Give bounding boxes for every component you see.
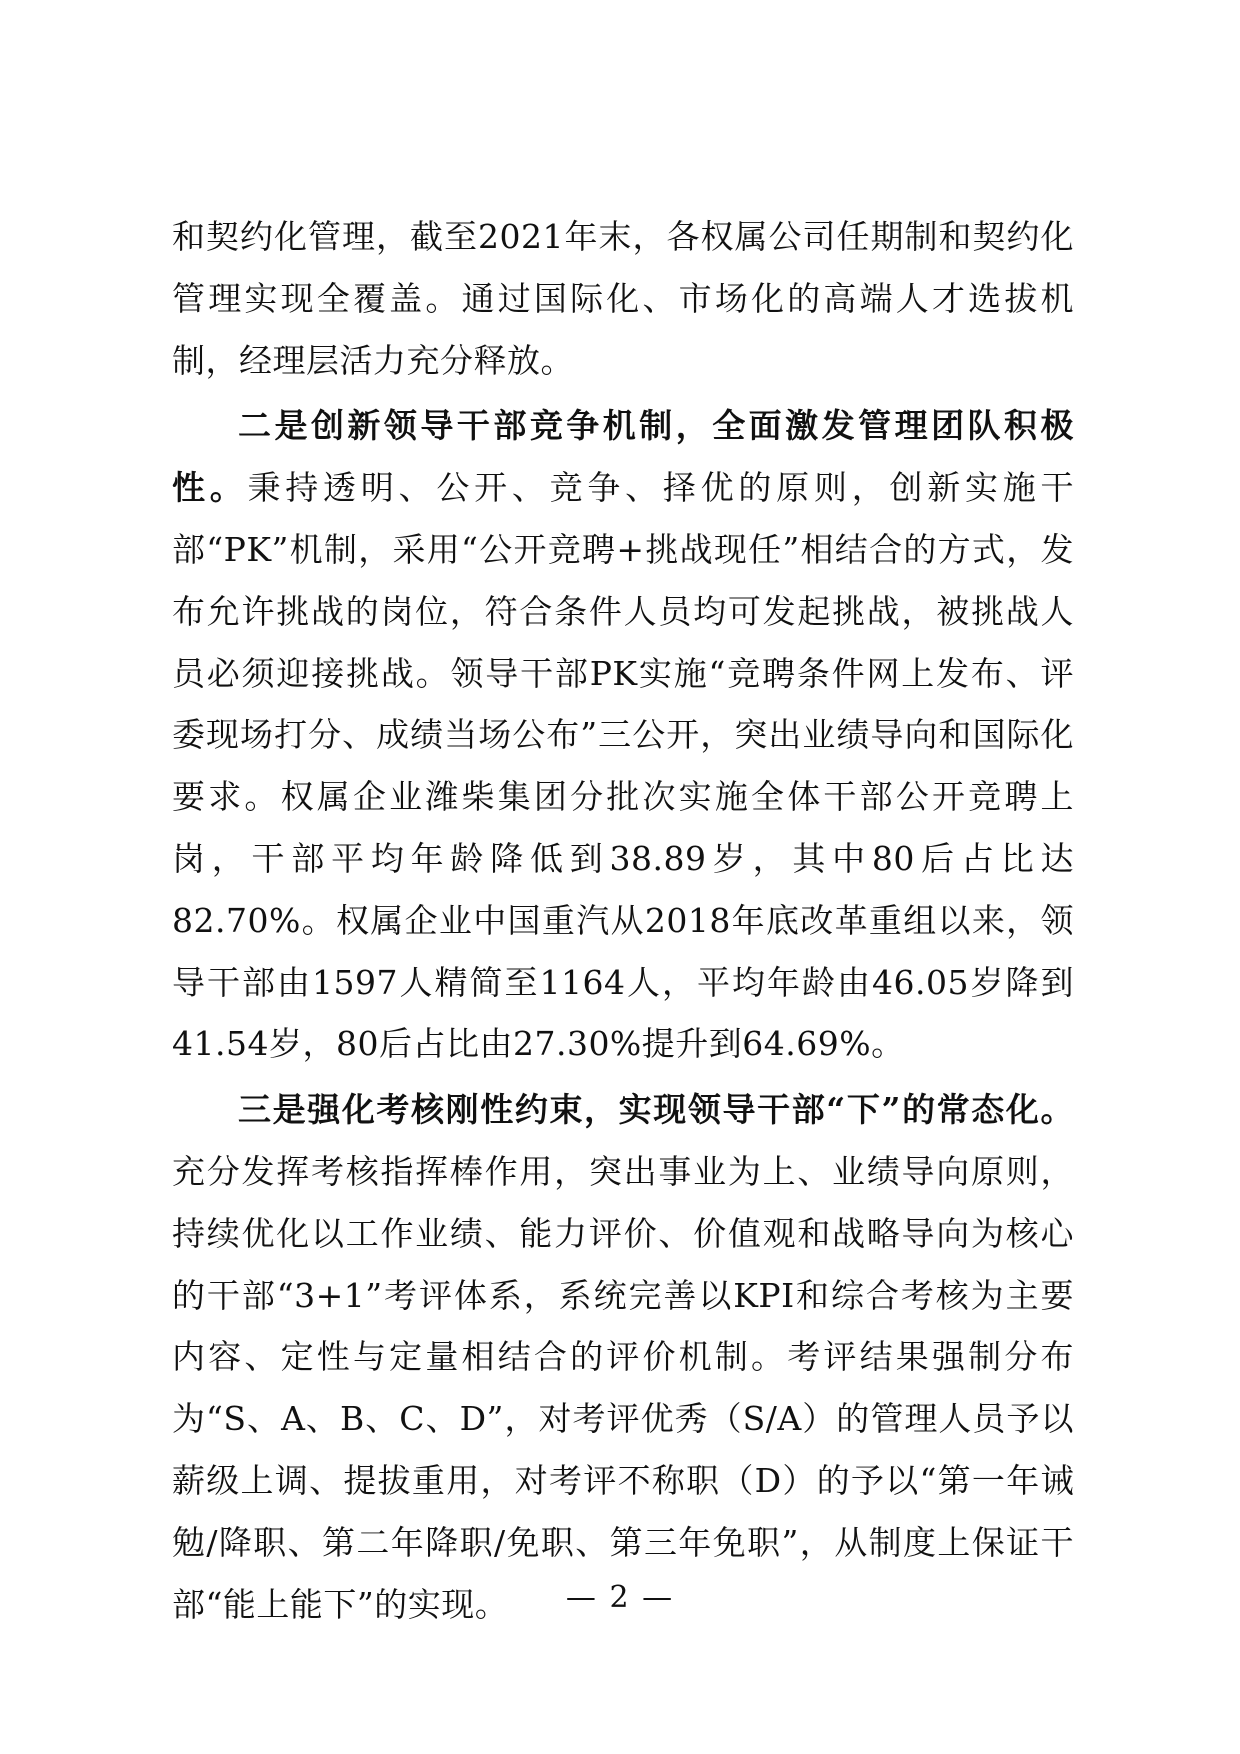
paragraph-1 [172, 206, 1074, 391]
page-number: — 2 — [565, 1580, 675, 1615]
paragraph-1-text: 和契约化管理，截至2021年末，各权属公司任期制和契约化管理实现全覆盖。通过国际化、市场化的高端人才选拔机制，经理层活力充分释放。 [172, 217, 1074, 380]
document-body [172, 206, 1074, 1635]
paragraph-3-heading: 三是强化考核刚性约束，实现领导干部“下”的常态化。 [238, 1090, 1074, 1130]
paragraph-2 [172, 395, 1074, 1075]
paragraph-2-heading: 二是创新领导干部竞争机制，全面激发管理团队积极性。 [172, 406, 1074, 508]
paragraph-2-text: 秉持透明、公开、竞争、择优的原则，创新实施干部“PK”机制，采用“公开竞聘+挑战现任”相结合的方式，发布允许挑战的岗位，符合条件人员均可发起挑战，被挑战人员必须迎接挑战。领导干部PK实施“竞聘条件网上发布、评委现场打分、成绩当场公布”三公开，突出业绩导向和国际化要求。权属企业潍柴集团分批次实施全体干部公开竞聘上岗，干部平均年龄降低到38.89岁，其中80后占比达82.70%。权属企业中国重汽从2018年底改革重组以来，领导干部由1597人精简至1164人，平均年龄由46.05岁降到41.54岁，80后占比由27.30%提升到64.69%。 [172, 468, 1075, 1064]
paragraph-3 [172, 1079, 1074, 1635]
paragraph-3-text: 充分发挥考核指挥棒作用，突出事业为上、业绩导向原则，持续优化以工作业绩、能力评价、价值观和战略导向为核心的干部“3+1”考评体系，系统完善以KPI和综合考核为主要内容、定性与定量相结合的评价机制。考评结果强制分布为“S、A、B、C、D”，对考评优秀（S/A）的管理人员予以薪级上调、提拔重用，对考评不称职（D）的予以“第一年诫勉/降职、第二年降职/免职、第三年免职”，从制度上保证干部“能上能下”的实现。 [172, 1151, 1074, 1624]
